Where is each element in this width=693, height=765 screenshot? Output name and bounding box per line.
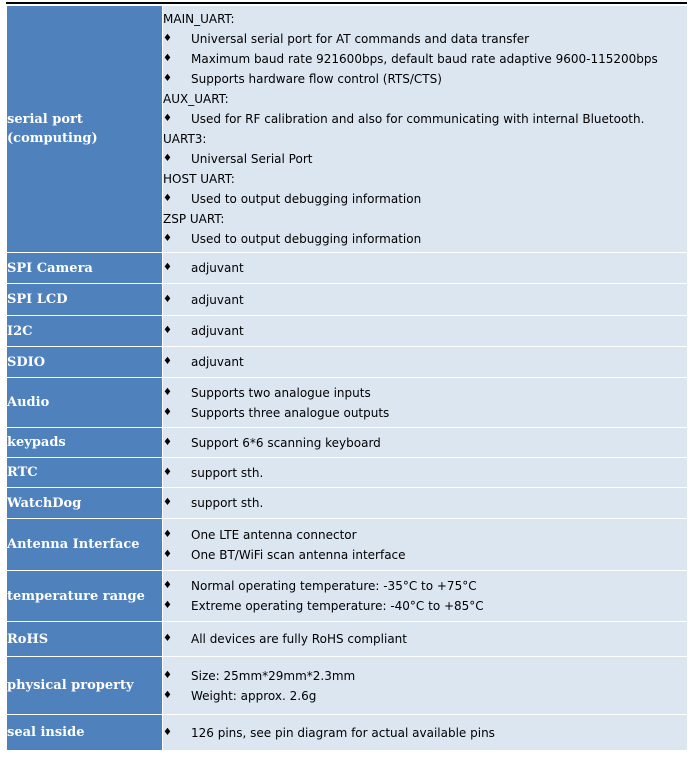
cell-text: Support 6*6 scanning keyboard	[191, 435, 381, 450]
row-label-text: SDIO	[7, 354, 46, 370]
diamond-bullet-icon: ♦	[163, 113, 172, 124]
cell-text: Supports hardware flow control (RTS/CTS)	[191, 72, 442, 86]
row-label-text: Audio	[7, 395, 50, 410]
cell-text: support sth.	[191, 465, 264, 480]
bullet-item	[163, 29, 687, 49]
bullet-item	[163, 109, 687, 129]
cell-text: adjuvant	[191, 292, 244, 307]
bullet-item	[163, 545, 687, 565]
section-heading	[163, 169, 687, 189]
row-value	[163, 715, 688, 751]
bullet-item	[163, 686, 687, 706]
cell-text: Supports three analogue outputs	[191, 405, 390, 420]
bullet-item	[163, 723, 687, 743]
cell-text: One LTE antenna connector	[191, 527, 357, 542]
row-value	[163, 622, 688, 657]
diamond-bullet-icon: ♦	[163, 153, 172, 164]
row-label	[7, 571, 163, 622]
table-row	[7, 657, 688, 715]
row-label-text: keypads	[7, 435, 66, 450]
row-label-text: temperature range	[7, 588, 145, 604]
row-label-text: RTC	[7, 465, 38, 480]
row-label-text: SPI LCD	[7, 292, 68, 307]
row-value	[163, 428, 688, 458]
table-top-rule	[6, 2, 687, 4]
diamond-bullet-icon: ♦	[163, 262, 172, 273]
diamond-bullet-icon: ♦	[163, 580, 172, 591]
spec-table-body	[7, 6, 688, 751]
cell-text: 126 pins, see pin diagram for actual available pins	[191, 725, 495, 740]
diamond-bullet-icon: ♦	[163, 386, 172, 398]
section-heading	[163, 209, 687, 229]
cell-text: adjuvant	[191, 261, 244, 275]
cell-text: Universal serial port for AT commands and data transfer	[191, 32, 530, 46]
row-value	[163, 378, 688, 428]
bullet-item	[163, 403, 687, 423]
diamond-bullet-icon: ♦	[163, 528, 172, 540]
cell-text: Weight: approx. 2.6g	[191, 688, 317, 703]
row-label	[7, 519, 163, 571]
row-label-text: (computing)	[7, 131, 98, 146]
cell-text: adjuvant	[191, 324, 244, 338]
table-row	[7, 284, 688, 316]
row-label-text: RoHS	[7, 631, 49, 647]
row-label	[7, 488, 163, 519]
bullet-item	[163, 433, 687, 453]
row-label-text: physical property	[7, 678, 134, 693]
diamond-bullet-icon: ♦	[163, 73, 172, 84]
diamond-bullet-icon: ♦	[163, 726, 172, 738]
cell-text: Maximum baud rate 921600bps, default baud rate adaptive 9600-115200bps	[191, 52, 658, 66]
diamond-bullet-icon: ♦	[163, 669, 172, 681]
diamond-bullet-icon: ♦	[163, 293, 172, 305]
table-row	[7, 347, 688, 378]
diamond-bullet-icon: ♦	[163, 600, 172, 611]
table-row	[7, 622, 688, 657]
bullet-item	[163, 149, 687, 169]
section-heading	[163, 129, 687, 149]
diamond-bullet-icon: ♦	[163, 233, 172, 244]
bullet-item	[163, 229, 687, 249]
diamond-bullet-icon: ♦	[163, 466, 172, 478]
table-row	[7, 715, 688, 751]
row-label	[7, 253, 163, 284]
table-row	[7, 378, 688, 428]
diamond-bullet-icon: ♦	[163, 193, 172, 204]
bullet-item	[163, 383, 687, 403]
diamond-bullet-icon: ♦	[163, 33, 172, 44]
table-row	[7, 253, 688, 284]
cell-text: Used to output debugging information	[191, 192, 422, 206]
row-label	[7, 347, 163, 378]
row-label	[7, 622, 163, 657]
diamond-bullet-icon: ♦	[163, 53, 172, 64]
bullet-item	[163, 666, 687, 686]
row-label	[7, 657, 163, 715]
cell-text: adjuvant	[191, 355, 244, 369]
row-label	[7, 316, 163, 347]
table-row	[7, 428, 688, 458]
table-row	[7, 519, 688, 571]
table-row	[7, 458, 688, 488]
cell-text: support sth.	[191, 496, 264, 510]
cell-text: Used for RF calibration and also for communicating with internal Bluetooth.	[191, 112, 645, 126]
bullet-item	[163, 321, 687, 341]
row-value	[163, 347, 688, 378]
row-label-text: WatchDog	[7, 495, 82, 511]
cell-text: MAIN_UART:	[163, 12, 235, 26]
cell-text: Normal operating temperature: -35°C to +75°C	[191, 579, 477, 593]
cell-text: ZSP UART:	[163, 212, 225, 226]
bullet-item	[163, 463, 687, 483]
diamond-bullet-icon: ♦	[163, 436, 172, 448]
diamond-bullet-icon: ♦	[163, 548, 172, 560]
row-label	[7, 715, 163, 751]
diamond-bullet-icon: ♦	[163, 406, 172, 418]
bullet-item	[163, 525, 687, 545]
bullet-item	[163, 576, 687, 596]
bullet-item	[163, 189, 687, 209]
row-value	[163, 6, 688, 253]
table-row	[7, 488, 688, 519]
row-value	[163, 458, 688, 488]
row-value	[163, 571, 688, 622]
diamond-bullet-icon: ♦	[163, 689, 172, 701]
cell-text: UART3:	[163, 132, 207, 146]
section-heading	[163, 9, 687, 29]
row-label	[7, 428, 163, 458]
table-row	[7, 571, 688, 622]
bullet-item	[163, 596, 687, 616]
diamond-bullet-icon: ♦	[163, 325, 172, 336]
row-value	[163, 253, 688, 284]
row-label	[7, 378, 163, 428]
row-label	[7, 6, 163, 253]
row-value	[163, 488, 688, 519]
row-label-text: Antenna Interface	[7, 537, 140, 552]
row-label-text: SPI Camera	[7, 260, 93, 276]
bullet-item	[163, 493, 687, 513]
row-value	[163, 284, 688, 316]
spec-table	[6, 5, 688, 751]
cell-text: All devices are fully RoHS compliant	[191, 632, 407, 646]
cell-text: HOST UART:	[163, 172, 235, 186]
row-value	[163, 519, 688, 571]
section-heading	[163, 89, 687, 109]
diamond-bullet-icon: ♦	[163, 497, 172, 508]
diamond-bullet-icon: ♦	[163, 356, 172, 367]
bullet-item	[163, 290, 687, 310]
table-row	[7, 316, 688, 347]
cell-text: AUX_UART:	[163, 92, 229, 106]
row-label-text: I2C	[7, 323, 33, 339]
row-label	[7, 284, 163, 316]
cell-text: Supports two analogue inputs	[191, 385, 371, 400]
cell-text: Universal Serial Port	[191, 152, 313, 166]
diamond-bullet-icon: ♦	[163, 633, 172, 644]
cell-text: Size: 25mm*29mm*2.3mm	[191, 668, 356, 683]
cell-text: Used to output debugging information	[191, 232, 422, 246]
bullet-item	[163, 258, 687, 278]
row-label-text: seal inside	[7, 725, 85, 740]
bullet-item	[163, 629, 687, 649]
row-value	[163, 657, 688, 715]
cell-text: Extreme operating temperature: -40°C to +85°C	[191, 599, 484, 613]
row-label-text: serial port	[7, 112, 83, 127]
bullet-item	[163, 49, 687, 69]
bullet-item	[163, 69, 687, 89]
cell-text: One BT/WiFi scan antenna interface	[191, 547, 406, 562]
table-row	[7, 6, 688, 253]
row-value	[163, 316, 688, 347]
row-label	[7, 458, 163, 488]
bullet-item	[163, 352, 687, 372]
